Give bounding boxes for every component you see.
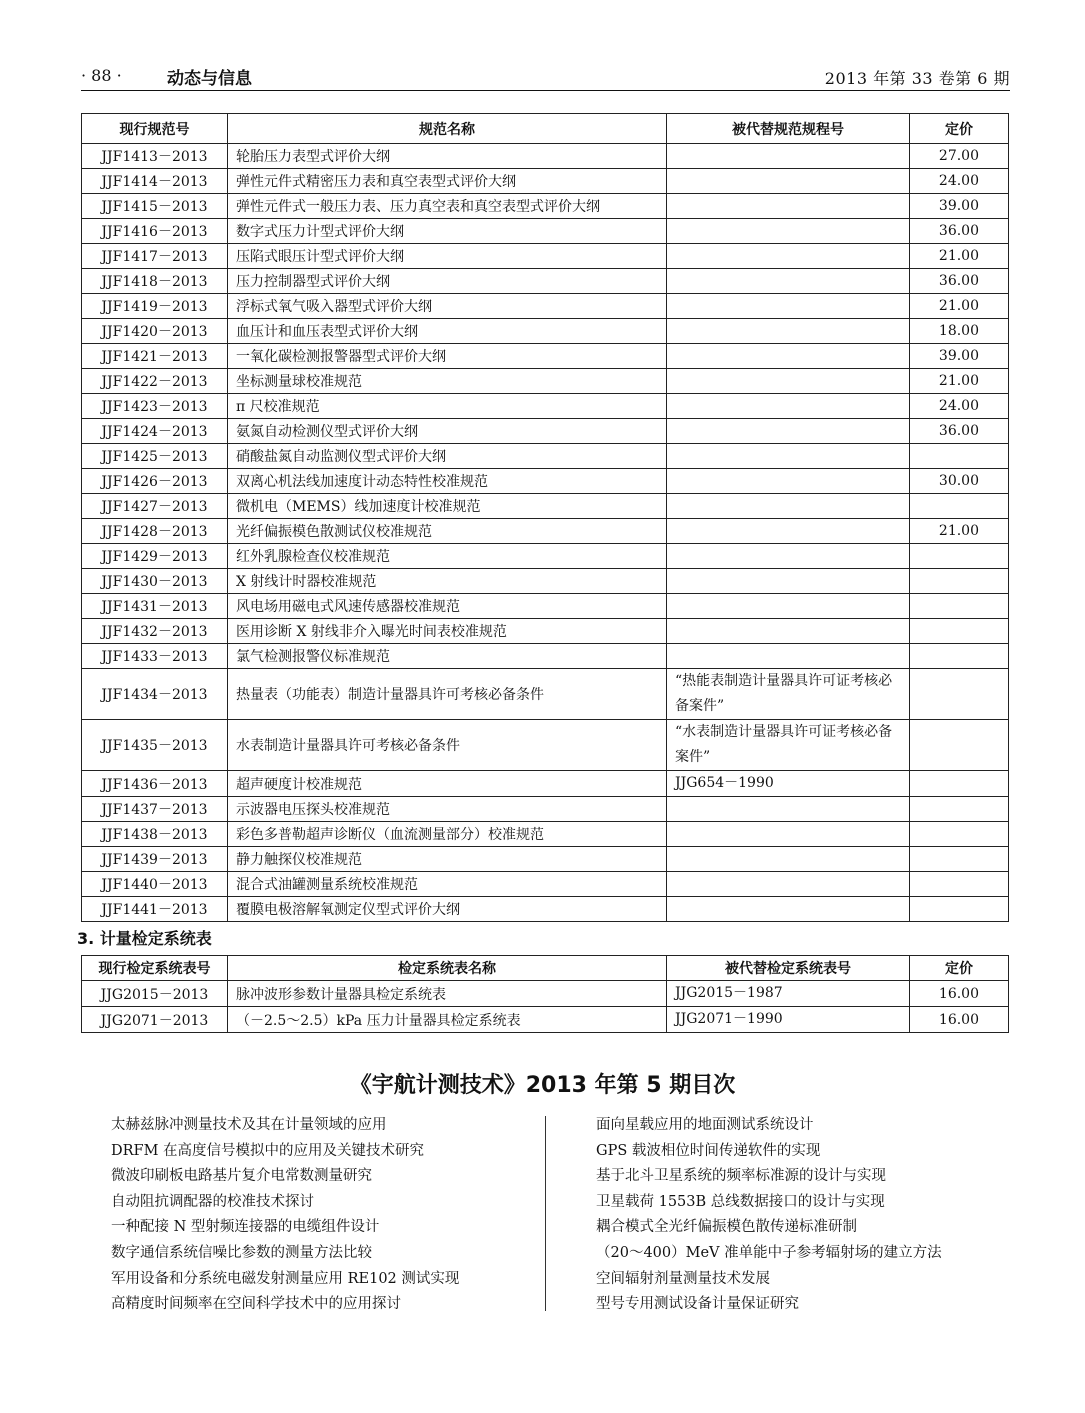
replaced-cell: JJG654－1990 xyxy=(667,771,910,797)
name-cell: 水表制造计量器具许可考核必备条件 xyxy=(228,720,667,771)
replaced-cell xyxy=(667,494,910,519)
price-cell: 36.00 xyxy=(910,219,1009,244)
code-cell: JJF1438－2013 xyxy=(82,822,228,847)
code-cell: JJF1431－2013 xyxy=(82,594,228,619)
name-cell: 弹性元件式一般压力表、压力真空表和真空表型式评价大纲 xyxy=(228,194,667,219)
code-cell: JJF1417－2013 xyxy=(82,244,228,269)
replaced-cell xyxy=(667,294,910,319)
code-cell: JJG2071－2013 xyxy=(82,1007,228,1033)
price-cell: 39.00 xyxy=(910,344,1009,369)
code-cell: JJF1414－2013 xyxy=(82,169,228,194)
name-cell: 风电场用磁电式风速传感器校准规范 xyxy=(228,594,667,619)
replaced-cell xyxy=(667,644,910,669)
column-header: 现行规范号 xyxy=(82,114,228,144)
name-cell: 混合式油罐测量系统校准规范 xyxy=(228,872,667,897)
table-row xyxy=(82,822,1009,847)
page-header xyxy=(81,60,1010,91)
replaced-cell xyxy=(667,369,910,394)
section-title: 动态与信息 xyxy=(167,69,252,89)
price-cell xyxy=(910,797,1009,822)
table-row xyxy=(82,194,1009,219)
toc-item: 太赫兹脉冲测量技术及其在计量领域的应用 xyxy=(111,1117,387,1133)
name-cell: 光纤偏振模色散测试仪校准规范 xyxy=(228,519,667,544)
toc-item: 面向星载应用的地面测试系统设计 xyxy=(596,1117,814,1133)
code-cell: JJF1416－2013 xyxy=(82,219,228,244)
table-row xyxy=(82,219,1009,244)
name-cell: 压力控制器型式评价大纲 xyxy=(228,269,667,294)
name-cell: 示波器电压探头校准规范 xyxy=(228,797,667,822)
code-cell: JJF1429－2013 xyxy=(82,544,228,569)
code-cell: JJF1432－2013 xyxy=(82,619,228,644)
name-cell: 覆膜电极溶解氧测定仪型式评价大纲 xyxy=(228,897,667,922)
replaced-cell xyxy=(667,244,910,269)
table-row xyxy=(82,594,1009,619)
name-cell: 坐标测量球校准规范 xyxy=(228,369,667,394)
code-cell: JJF1421－2013 xyxy=(82,344,228,369)
name-cell: π 尺校准规范 xyxy=(228,394,667,419)
name-cell: 硝酸盐氮自动监测仪型式评价大纲 xyxy=(228,444,667,469)
name-cell: X 射线计时器校准规范 xyxy=(228,569,667,594)
issue-info: 2013 年第 33 卷第 6 期 xyxy=(824,69,1010,88)
code-cell: JJF1423－2013 xyxy=(82,394,228,419)
price-cell: 21.00 xyxy=(910,369,1009,394)
table-row xyxy=(82,144,1009,169)
name-cell: 弹性元件式精密压力表和真空表型式评价大纲 xyxy=(228,169,667,194)
replaced-cell xyxy=(667,544,910,569)
price-cell: 16.00 xyxy=(910,981,1009,1007)
code-cell: JJF1434－2013 xyxy=(82,669,228,720)
name-cell: 轮胎压力表型式评价大纲 xyxy=(228,144,667,169)
price-cell: 18.00 xyxy=(910,319,1009,344)
code-cell: JJF1437－2013 xyxy=(82,797,228,822)
price-cell: 30.00 xyxy=(910,469,1009,494)
code-cell: JJF1433－2013 xyxy=(82,644,228,669)
price-cell xyxy=(910,494,1009,519)
table-row xyxy=(82,1007,1009,1033)
toc-item: 耦合模式全光纤偏振模色散传递标准研制 xyxy=(596,1219,857,1236)
toc-item: GPS 载波相位时间传递软件的实现 xyxy=(596,1142,821,1159)
replaced-cell xyxy=(667,619,910,644)
toc-divider xyxy=(545,1116,546,1311)
name-cell: （－2.5～2.5）kPa 压力计量器具检定系统表 xyxy=(228,1007,667,1033)
replaced-cell: “热能表制造计量器具许可证考核必备案件” xyxy=(667,669,910,720)
replaced-cell xyxy=(667,594,910,619)
price-cell xyxy=(910,619,1009,644)
price-cell xyxy=(910,594,1009,619)
replaced-cell xyxy=(667,847,910,872)
table-row xyxy=(82,669,1009,720)
replaced-cell: JJG2071－1990 xyxy=(667,1007,910,1033)
toc-item: （20～400）MeV 准单能中子参考辐射场的建立方法 xyxy=(596,1244,942,1261)
code-cell: JJF1419－2013 xyxy=(82,294,228,319)
price-cell: 16.00 xyxy=(910,1007,1009,1033)
table-row xyxy=(82,569,1009,594)
system-table xyxy=(81,955,1009,1033)
name-cell: 红外乳腺检查仪校准规范 xyxy=(228,544,667,569)
code-cell: JJF1441－2013 xyxy=(82,897,228,922)
price-cell: 21.00 xyxy=(910,244,1009,269)
column-header: 定价 xyxy=(910,114,1009,144)
table-row xyxy=(82,720,1009,771)
replaced-cell xyxy=(667,219,910,244)
table-row xyxy=(82,369,1009,394)
price-cell xyxy=(910,669,1009,720)
column-header: 检定系统表名称 xyxy=(228,956,667,981)
table-row xyxy=(82,169,1009,194)
toc-right-column xyxy=(596,1113,942,1318)
name-cell: 热量表（功能表）制造计量器具许可考核必备条件 xyxy=(228,669,667,720)
toc-item: 微波印刷板电路基片复介电常数测量研究 xyxy=(111,1168,372,1185)
table-row xyxy=(82,771,1009,797)
replaced-cell: “水表制造计量器具许可证考核必备案件” xyxy=(667,720,910,771)
code-cell: JJF1439－2013 xyxy=(82,847,228,872)
price-cell: 27.00 xyxy=(910,144,1009,169)
price-cell xyxy=(910,771,1009,797)
table-row xyxy=(82,394,1009,419)
toc-item: 空间辐射剂量测量技术发展 xyxy=(596,1270,770,1287)
column-header: 规范名称 xyxy=(228,114,667,144)
price-cell xyxy=(910,897,1009,922)
replaced-cell xyxy=(667,872,910,897)
code-cell: JJF1426－2013 xyxy=(82,469,228,494)
price-cell xyxy=(910,644,1009,669)
replaced-cell xyxy=(667,194,910,219)
name-cell: 氨氮自动检测仪型式评价大纲 xyxy=(228,419,667,444)
replaced-cell xyxy=(667,897,910,922)
code-cell: JJF1428－2013 xyxy=(82,519,228,544)
toc-item: DRFM 在高度信号模拟中的应用及关键技术研究 xyxy=(111,1142,425,1159)
name-cell: 双离心机法线加速度计动态特性校准规范 xyxy=(228,469,667,494)
toc-item: 型号专用测试设备计量保证研究 xyxy=(596,1296,799,1313)
toc-item: 高精度时间频率在空间科学技术中的应用探讨 xyxy=(111,1296,401,1313)
name-cell: 微机电（MEMS）线加速度计校准规范 xyxy=(228,494,667,519)
price-cell xyxy=(910,872,1009,897)
table-row xyxy=(82,419,1009,444)
code-cell: JJF1422－2013 xyxy=(82,369,228,394)
price-cell: 24.00 xyxy=(910,169,1009,194)
table-row xyxy=(82,469,1009,494)
table-row xyxy=(82,872,1009,897)
section-3-title: 3. 计量检定系统表 xyxy=(77,929,212,948)
spec-table-header xyxy=(82,114,1009,144)
table-row xyxy=(82,294,1009,319)
price-cell xyxy=(910,569,1009,594)
table-row xyxy=(82,344,1009,369)
column-header: 定价 xyxy=(910,956,1009,981)
price-cell: 24.00 xyxy=(910,394,1009,419)
name-cell: 数字式压力计型式评价大纲 xyxy=(228,219,667,244)
name-cell: 氯气检测报警仪标准规范 xyxy=(228,644,667,669)
code-cell: JJF1420－2013 xyxy=(82,319,228,344)
replaced-cell xyxy=(667,144,910,169)
replaced-cell xyxy=(667,169,910,194)
code-cell: JJF1436－2013 xyxy=(82,771,228,797)
table-row xyxy=(82,519,1009,544)
name-cell: 脉冲波形参数计量器具检定系统表 xyxy=(228,981,667,1007)
replaced-cell xyxy=(667,569,910,594)
table-row xyxy=(82,244,1009,269)
replaced-cell xyxy=(667,419,910,444)
name-cell: 彩色多普勒超声诊断仪（血流测量部分）校准规范 xyxy=(228,822,667,847)
name-cell: 医用诊断 X 射线非介入曝光时间表校准规范 xyxy=(228,619,667,644)
replaced-cell xyxy=(667,444,910,469)
toc-left-column xyxy=(111,1113,459,1318)
name-cell: 一氧化碳检测报警器型式评价大纲 xyxy=(228,344,667,369)
table-row xyxy=(82,494,1009,519)
code-cell: JJG2015－2013 xyxy=(82,981,228,1007)
name-cell: 静力触探仪校准规范 xyxy=(228,847,667,872)
table-row xyxy=(82,981,1009,1007)
replaced-cell xyxy=(667,822,910,847)
replaced-cell xyxy=(667,469,910,494)
table-row xyxy=(82,619,1009,644)
replaced-cell: JJG2015－1987 xyxy=(667,981,910,1007)
toc-title: 《宇航计测技术》2013 年第 5 期目次 xyxy=(349,1073,736,1098)
toc-item: 数字通信系统信噪比参数的测量方法比较 xyxy=(111,1244,372,1261)
column-header: 现行检定系统表号 xyxy=(82,956,228,981)
code-cell: JJF1415－2013 xyxy=(82,194,228,219)
toc-item: 基于北斗卫星系统的频率标准源的设计与实现 xyxy=(596,1168,886,1185)
price-cell: 21.00 xyxy=(910,294,1009,319)
code-cell: JJF1430－2013 xyxy=(82,569,228,594)
price-cell xyxy=(910,847,1009,872)
toc-item: 自动阻抗调配器的校准技术探讨 xyxy=(111,1193,314,1210)
code-cell: JJF1435－2013 xyxy=(82,720,228,771)
replaced-cell xyxy=(667,519,910,544)
price-cell xyxy=(910,720,1009,771)
code-cell: JJF1425－2013 xyxy=(82,444,228,469)
toc-item: 一种配接 N 型射频连接器的电缆组件设计 xyxy=(111,1219,380,1236)
page-number: · 88 · xyxy=(81,66,122,85)
price-cell xyxy=(910,544,1009,569)
name-cell: 超声硬度计校准规范 xyxy=(228,771,667,797)
table-row xyxy=(82,269,1009,294)
table-row xyxy=(82,444,1009,469)
replaced-cell xyxy=(667,797,910,822)
code-cell: JJF1440－2013 xyxy=(82,872,228,897)
price-cell: 36.00 xyxy=(910,269,1009,294)
system-table-header xyxy=(82,956,1009,981)
table-row xyxy=(82,644,1009,669)
toc-item: 卫星载荷 1553B 总线数据接口的设计与实现 xyxy=(596,1193,885,1210)
table-row xyxy=(82,897,1009,922)
code-cell: JJF1413－2013 xyxy=(82,144,228,169)
code-cell: JJF1427－2013 xyxy=(82,494,228,519)
price-cell xyxy=(910,444,1009,469)
replaced-cell xyxy=(667,394,910,419)
column-header: 被代替检定系统表号 xyxy=(667,956,910,981)
price-cell: 36.00 xyxy=(910,419,1009,444)
table-row xyxy=(82,544,1009,569)
toc-item: 军用设备和分系统电磁发射测量应用 RE102 测试实现 xyxy=(111,1270,460,1287)
table-row xyxy=(82,319,1009,344)
name-cell: 浮标式氧气吸入器型式评价大纲 xyxy=(228,294,667,319)
price-cell: 39.00 xyxy=(910,194,1009,219)
name-cell: 压陷式眼压计型式评价大纲 xyxy=(228,244,667,269)
price-cell: 21.00 xyxy=(910,519,1009,544)
table-row xyxy=(82,797,1009,822)
table-row xyxy=(82,847,1009,872)
code-cell: JJF1424－2013 xyxy=(82,419,228,444)
replaced-cell xyxy=(667,319,910,344)
name-cell: 血压计和血压表型式评价大纲 xyxy=(228,319,667,344)
replaced-cell xyxy=(667,269,910,294)
code-cell: JJF1418－2013 xyxy=(82,269,228,294)
replaced-cell xyxy=(667,344,910,369)
column-header: 被代替规范规程号 xyxy=(667,114,910,144)
spec-table xyxy=(81,113,1009,922)
price-cell xyxy=(910,822,1009,847)
